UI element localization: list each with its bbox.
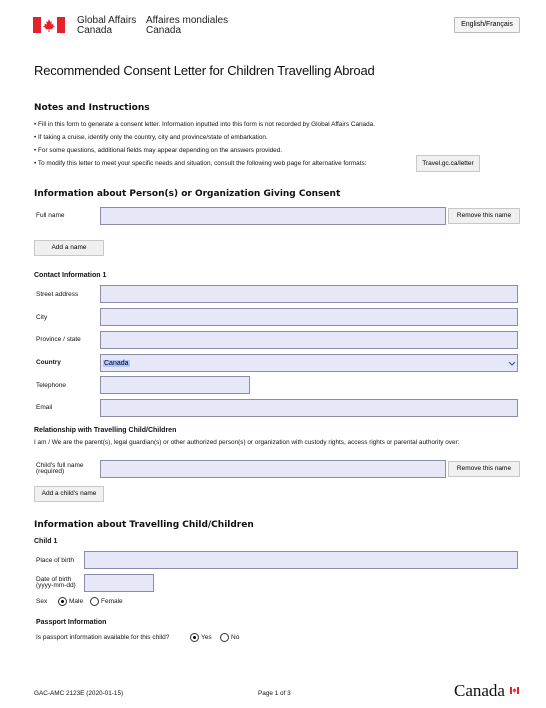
country-select-value: Canada [104, 359, 129, 367]
passport-yes-radio[interactable] [190, 633, 199, 642]
chevron-down-icon[interactable] [506, 355, 517, 371]
country-select[interactable] [100, 354, 518, 372]
org-name-en [77, 16, 136, 36]
consent-heading: Information about Person(s) or Organization Giving Consent [34, 189, 341, 199]
sex-label: Sex [36, 598, 48, 605]
date-of-birth-label-line2: (yyyy-mm-dd) [36, 582, 76, 589]
child-name-label-line1: Child's full name [36, 462, 84, 469]
sex-option-male[interactable] [58, 597, 83, 606]
city-input[interactable] [100, 308, 518, 326]
passport-option-no[interactable] [220, 633, 239, 642]
country-label: Country [36, 359, 61, 366]
children-heading: Information about Travelling Child/Children [34, 520, 254, 530]
passport-no-radio[interactable] [220, 633, 229, 642]
sex-option-female[interactable] [90, 597, 123, 606]
date-of-birth-label [36, 577, 76, 589]
place-of-birth-input[interactable] [84, 551, 518, 569]
street-address-input[interactable] [100, 285, 518, 303]
sex-female-label: Female [101, 598, 123, 605]
org-name-en-line2: Canada [77, 25, 113, 36]
org-name-en-line1: Global Affairs [77, 15, 137, 26]
telephone-input[interactable] [100, 376, 250, 394]
page-title: Recommended Consent Letter for Children Travelling Abroad [34, 63, 375, 78]
passport-no-label: No [231, 634, 240, 641]
child-1-heading: Child 1 [34, 538, 58, 545]
sex-female-radio[interactable] [90, 597, 99, 606]
language-toggle-button[interactable]: English/Français [454, 17, 520, 33]
remove-name-button[interactable]: Remove this name [448, 208, 520, 224]
full-name-label: Full name [36, 212, 65, 219]
org-name-fr-line2: Canada [146, 25, 182, 36]
province-label: Province / state [36, 336, 81, 343]
canada-wordmark-text: Canada [454, 681, 505, 700]
add-name-button[interactable]: Add a name [34, 240, 104, 256]
child-name-label [36, 463, 83, 475]
org-name-fr-line1: Affaires mondiales [146, 15, 229, 26]
notes-item-2: • If taking a cruise, identify only the country, city and province/state of embarkation. [34, 134, 268, 141]
org-name-fr [146, 16, 228, 36]
relationship-statement: I am / We are the parent(s), legal guardian(s) or other authorized person(s) or organization with custody rights, access rights or parental authority over: [34, 439, 460, 446]
canada-flag-icon [33, 17, 65, 33]
child-name-input[interactable] [100, 460, 446, 478]
remove-child-name-button[interactable]: Remove this name [448, 461, 520, 477]
email-label: Email [36, 404, 53, 411]
date-of-birth-label-line1: Date of birth [36, 576, 72, 583]
relationship-heading: Relationship with Travelling Child/Children [34, 427, 177, 434]
street-address-label: Street address [36, 291, 79, 298]
passport-option-yes[interactable] [190, 633, 212, 642]
contact-heading: Contact Information 1 [34, 272, 107, 279]
form-code: GAC-AMC 2123E (2020-01-15) [34, 690, 124, 697]
passport-heading: Passport Information [36, 619, 107, 626]
city-label: City [36, 314, 48, 321]
travel-letter-link-button[interactable]: Travel.gc.ca/letter [416, 155, 480, 172]
email-input[interactable] [100, 399, 518, 417]
add-child-name-button[interactable]: Add a child's name [34, 486, 104, 502]
passport-yes-label: Yes [201, 634, 212, 641]
sex-male-radio[interactable] [58, 597, 67, 606]
date-of-birth-input[interactable] [84, 574, 154, 592]
notes-heading: Notes and Instructions [34, 103, 150, 113]
page-number: Page 1 of 3 [258, 690, 291, 697]
sex-male-label: Male [69, 598, 84, 605]
place-of-birth-label: Place of birth [36, 557, 74, 564]
notes-item-1: • Fill in this form to generate a consent letter. Information inputted into this form is not recorded by Global Affairs Canada. [34, 121, 375, 128]
canada-wordmark [454, 681, 524, 701]
notes-item-4: • To modify this letter to meet your specific needs and situation, consult the following web page for alternative formats: [34, 160, 367, 167]
province-input[interactable] [100, 331, 518, 349]
maple-leaf-icon [510, 681, 519, 688]
full-name-input[interactable] [100, 207, 446, 225]
notes-item-3: • For some questions, additional fields may appear depending on the answers provided. [34, 147, 283, 154]
child-name-label-line2: (required) [36, 468, 65, 475]
telephone-label: Telephone [36, 382, 66, 389]
passport-question: Is passport information available for this child? [36, 634, 170, 641]
